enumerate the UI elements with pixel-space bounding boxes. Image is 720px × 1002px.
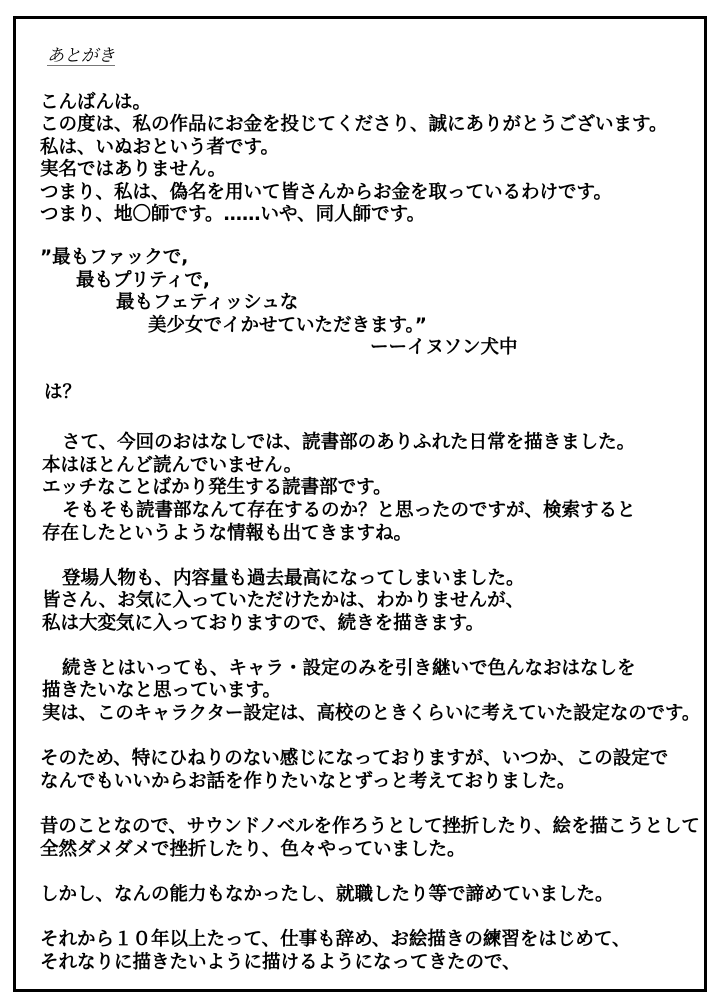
quote-line: 最もプリティで,	[76, 270, 210, 291]
quote-line: 最もフェティッシュな	[116, 292, 299, 313]
quote-attribution: ーーイヌソン犬中	[370, 337, 518, 358]
text-line: 実は、このキャラクター設定は、高校のときくらいに考えていた設定なのです。	[42, 703, 701, 724]
text-line: つまり、地〇師です。……いや、同人師です。	[40, 204, 426, 225]
text-line: 全然ダメダメで挫折したり、色々やっていました。	[40, 839, 466, 860]
text-line: は？	[44, 382, 82, 403]
text-line: なんでもいいからお話を作りたいなとずっと考えておりました。	[40, 771, 576, 792]
quote-line: 美少女でイかせていただきます。”	[148, 315, 427, 336]
afterword-title: あとがき	[47, 46, 115, 66]
text-line: 本はほとんど読んでいません。	[42, 455, 303, 476]
text-line: 私は大変気に入っておりますので、続きを描きます。	[42, 613, 485, 634]
text-line: エッチなことばかり発生する読書部です。	[42, 477, 392, 498]
text-line: しかし、なんの能力もなかったし、就職したり等で諦めていました。	[40, 884, 614, 905]
text-line: さて、今回のおはなしでは、読書部のありふれた日常を描きました。	[62, 432, 636, 453]
text-line: そもそも読書部なんて存在するのか？と思ったのですが、検索すると	[62, 500, 636, 521]
text-line: つまり、私は、偽名を用いて皆さんからお金を取っているわけです。	[40, 182, 613, 203]
text-line: 実名ではありません。	[40, 159, 227, 180]
text-line: 続きとはいっても、キャラ・設定のみを引き継いで色んなおはなしを	[62, 658, 636, 679]
text-line: こんばんは。	[40, 92, 152, 113]
text-line: 私は、いぬおという者です。	[40, 137, 280, 158]
text-line: それから１０年以上たって、仕事も辞め、お絵描きの練習をはじめて、	[40, 929, 631, 950]
text-line: 描きたいなと思っています。	[42, 680, 282, 701]
text-line: 昔のことなので、サウンドノベルを作ろうとして挫折したり、絵を描こうとして	[40, 816, 700, 837]
quote-line: ”最もファックで,	[40, 247, 189, 268]
text-line: 存在したというような情報も出てきますね。	[42, 523, 413, 544]
text-line: 皆さん、お気に入っていただけたかは、わかりませんが、	[42, 590, 525, 611]
text-line: そのため、特にひねりのない感じになっておりますが、いつか、この設定で	[40, 748, 669, 769]
text-line: この度は、私の作品にお金を投じてくださり、誠にありがとうございます。	[40, 114, 668, 135]
text-line: 登場人物も、内容量も過去最高になってしまいました。	[62, 568, 525, 589]
text-line: それなりに描きたいように描けるようになってきたので、	[40, 952, 521, 973]
